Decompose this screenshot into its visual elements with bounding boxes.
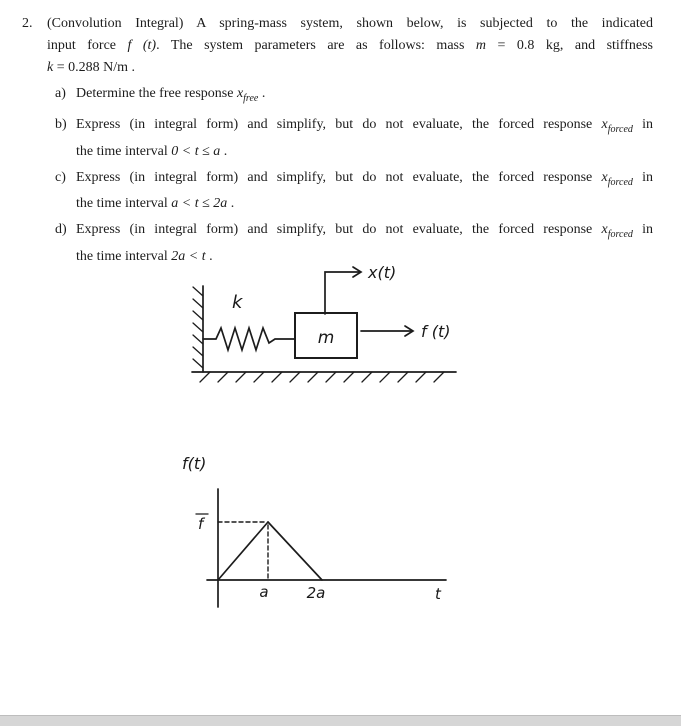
part-text: .: [227, 196, 235, 212]
graph-xlabel: t: [435, 585, 441, 603]
displacement-arrow: [325, 267, 361, 314]
problem-number: 2.: [22, 16, 33, 31]
problem-statement: [22, 13, 658, 268]
math-response-subscript: forced: [607, 123, 633, 135]
intro-line-1: [47, 13, 653, 35]
math-response-var: x: [601, 222, 608, 238]
part-a-label: a): [55, 86, 66, 101]
intro-text: . The system parameters are as follows: mass: [156, 38, 476, 53]
part-text: the time interval: [76, 249, 172, 265]
spring: [203, 328, 295, 350]
part-d-line-1: [76, 219, 653, 246]
peak-force-label: f: [198, 515, 204, 533]
part-text: in: [632, 222, 653, 238]
math-interval: 2a < t: [171, 249, 206, 265]
ground-hatching: [200, 372, 444, 382]
part-text: the time interval: [76, 196, 172, 212]
tick-label-a: a: [259, 583, 269, 601]
math-interval: a < t ≤ 2a: [171, 196, 228, 212]
part-text: Express (in integral form) and simplify, but do not evaluate, the forced response: [76, 169, 602, 185]
force-profile-graph: [170, 445, 470, 625]
spring-mass-diagram-svg: [180, 260, 480, 390]
part-b-line-2: [76, 141, 653, 163]
part-text: the time interval: [76, 143, 172, 159]
math-response-var: x: [236, 86, 244, 101]
part-d-label: d): [55, 222, 67, 238]
problem-intro-text: [47, 13, 653, 268]
spring-label: k: [232, 292, 243, 313]
math-response-var: x: [601, 169, 608, 185]
window-bottom-edge: [0, 715, 681, 726]
mass-label: m: [317, 328, 335, 348]
tick-label-2a: 2a: [306, 584, 326, 602]
graph-ylabel: f(t): [182, 454, 207, 473]
math-response-subscript: forced: [607, 229, 633, 241]
part-text: Express (in integral form) and simplify, but do not evaluate, the forced response: [76, 116, 602, 132]
part-c: [55, 167, 653, 216]
intro-text: (Convolution Integral) A spring-mass system, shown below, is subjected to the indicated: [47, 16, 653, 31]
part-b-body: [76, 114, 653, 163]
part-text: in: [632, 116, 653, 132]
part-text: Determine the free response: [76, 86, 237, 101]
part-b-label: b): [55, 116, 67, 132]
force-label: f (t): [421, 322, 451, 341]
problem-intro: [22, 13, 658, 268]
part-c-line-1: [76, 167, 653, 194]
part-text: .: [258, 86, 266, 101]
intro-text: = 0.8 kg, and stiffness: [486, 38, 653, 53]
force-profile-graph-svg: [170, 445, 470, 620]
part-a-line-1: [76, 83, 653, 110]
math-mass-symbol: m: [475, 38, 487, 53]
part-c-label: c): [55, 169, 66, 185]
part-text: in: [632, 169, 653, 185]
triangle-pulse: [218, 522, 322, 580]
math-input-force: f (t): [127, 38, 157, 53]
part-b-line-1: [76, 114, 653, 141]
part-text: .: [205, 249, 213, 265]
displacement-label: x(t): [368, 263, 397, 282]
part-text: .: [220, 143, 228, 159]
math-interval: 0 < t ≤ a: [171, 143, 221, 159]
spring-mass-diagram: [180, 260, 480, 395]
part-a-body: [76, 83, 653, 110]
math-response-subscript: free: [243, 92, 259, 104]
intro-text: input force: [47, 38, 128, 53]
part-c-body: [76, 167, 653, 216]
part-a: [55, 83, 653, 110]
part-text: Express (in integral form) and simplify, but do not evaluate, the forced response: [76, 222, 602, 238]
intro-line-3: [47, 57, 653, 79]
math-response-var: x: [601, 116, 608, 132]
intro-text: = 0.288 N/m .: [53, 60, 136, 75]
wall-hatching: [193, 287, 203, 368]
math-stiffness-symbol: k: [47, 60, 54, 75]
math-response-subscript: forced: [607, 176, 633, 188]
part-b: [55, 114, 653, 163]
force-arrow: [361, 326, 413, 336]
part-c-line-2: [76, 193, 653, 215]
intro-line-2: [47, 35, 653, 57]
